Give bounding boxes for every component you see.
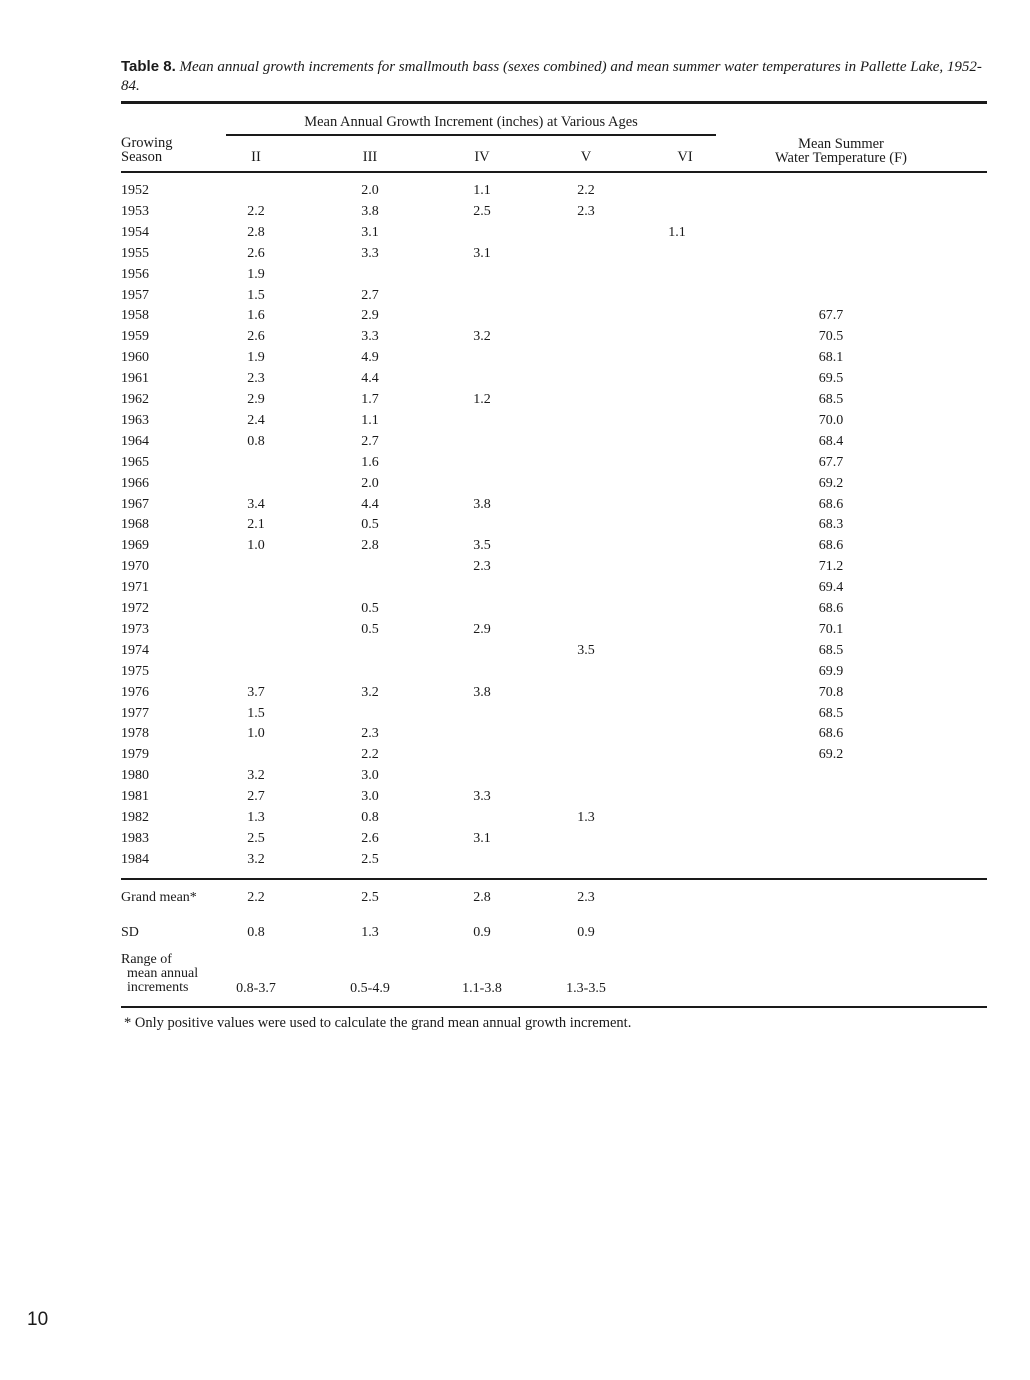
season-cell: 1977 [121, 705, 149, 721]
season-cell: 1969 [121, 538, 149, 554]
season-cell: 1952 [121, 183, 149, 198]
header-temp-line2: Water Temperature (F) [774, 150, 907, 166]
season-cell: 1974 [121, 642, 149, 658]
temperature-cell: 70.8 [818, 684, 844, 700]
temperature-cell: 68.3 [818, 517, 844, 533]
increment-cell-III: 3.0 [361, 768, 379, 784]
temperature-cell: 68.5 [818, 705, 844, 721]
increment-cell-II: 3.7 [247, 684, 265, 700]
sd-label: SD [121, 925, 139, 940]
increment-cell-II: 1.9 [247, 350, 265, 366]
season-cell: 1953 [121, 203, 149, 219]
header-rule [121, 171, 987, 173]
season-cell: 1954 [121, 224, 149, 240]
header-age-III: III [362, 149, 378, 165]
range-II: 0.8-3.7 [236, 981, 276, 996]
temperature-cell: 67.7 [818, 308, 844, 324]
temperature-cell: 70.5 [818, 329, 844, 345]
grand-mean-label: Grand mean* [121, 890, 197, 905]
table-title: Mean annual growth increments for smallmouth bass (sexes combined) and mean summer water temperatures in Pallette Lake, 1952-84. [121, 59, 982, 94]
column-spanner-header: Mean Annual Growth Increment (inches) at Various Ages [304, 114, 638, 130]
increment-cell-III: 4.9 [361, 350, 379, 366]
season-cell: 1981 [121, 789, 149, 805]
temperature-cell: 68.5 [818, 392, 844, 407]
increment-cell-III: 0.5 [361, 601, 379, 616]
increment-cell-II: 1.9 [247, 266, 265, 282]
range-label-line3: increments [127, 980, 189, 995]
range-V: 1.3-3.5 [566, 981, 606, 996]
season-cell: 1963 [121, 412, 149, 428]
increment-cell-IV: 1.2 [473, 392, 491, 407]
temperature-cell: 69.4 [818, 580, 844, 596]
increment-cell-V: 3.5 [577, 642, 595, 658]
increment-cell-IV: 3.1 [473, 245, 491, 261]
increment-cell-IV: 2.9 [473, 621, 491, 637]
increment-cell-III: 2.9 [361, 308, 379, 324]
header-season-line2: Season [121, 149, 163, 165]
sd-III: 1.3 [361, 925, 379, 940]
increment-cell-VI: 1.1 [668, 224, 686, 240]
increment-cell-II: 2.4 [247, 412, 265, 428]
season-cell: 1973 [121, 621, 149, 637]
increment-cell-V: 2.2 [577, 183, 595, 198]
header-age-V: V [580, 149, 592, 165]
season-cell: 1966 [121, 475, 149, 491]
temperature-cell: 68.6 [818, 601, 844, 616]
increment-cell-III: 2.7 [361, 433, 379, 449]
range-label-line1: Range of [121, 952, 172, 967]
season-cell: 1959 [121, 329, 149, 345]
increment-cell-III: 2.2 [361, 747, 379, 763]
increment-cell-III: 3.3 [361, 329, 379, 345]
increment-cell-IV: 3.3 [473, 789, 491, 805]
range-III: 0.5-4.9 [350, 981, 390, 996]
sd-IV: 0.9 [473, 925, 491, 940]
increment-cell-II: 3.2 [247, 768, 265, 784]
increment-cell-III: 3.0 [361, 789, 379, 805]
increment-cell-II: 1.3 [247, 810, 265, 825]
increment-cell-V: 2.3 [577, 203, 595, 219]
increment-cell-II: 2.9 [247, 392, 265, 407]
increment-cell-IV: 3.8 [473, 684, 491, 700]
season-cell: 1979 [121, 747, 149, 763]
grand-mean-III: 2.5 [361, 890, 379, 905]
season-cell: 1982 [121, 810, 149, 825]
temperature-cell: 68.6 [818, 496, 844, 512]
season-cell: 1967 [121, 496, 149, 512]
header-age-VI: VI [677, 149, 693, 165]
temperature-cell: 68.6 [818, 538, 844, 554]
increment-cell-III: 4.4 [361, 371, 379, 387]
increment-cell-III: 0.5 [361, 517, 379, 533]
season-cell: 1955 [121, 245, 149, 261]
increment-cell-IV: 1.1 [473, 183, 491, 198]
increment-cell-IV: 3.5 [473, 538, 491, 554]
season-cell: 1976 [121, 684, 149, 700]
increment-cell-II: 1.6 [247, 308, 265, 324]
season-cell: 1984 [121, 851, 149, 867]
header-age-IV: IV [474, 149, 490, 165]
increment-cell-IV: 3.8 [473, 496, 491, 512]
page-number: 10 [27, 1309, 49, 1330]
increment-cell-IV: 2.5 [473, 203, 491, 219]
increment-cell-II: 1.5 [247, 287, 265, 303]
increment-cell-V: 1.3 [577, 810, 595, 825]
season-cell: 1957 [121, 287, 149, 303]
increment-cell-III: 3.2 [361, 684, 379, 700]
season-cell: 1980 [121, 768, 149, 784]
season-cell: 1970 [121, 559, 149, 575]
range-IV: 1.1-3.8 [462, 981, 502, 996]
season-cell: 1964 [121, 433, 149, 449]
increment-cell-III: 3.3 [361, 245, 379, 261]
header-temp-line1: Mean Summer [798, 136, 884, 152]
increment-cell-II: 1.0 [247, 538, 265, 554]
season-cell: 1958 [121, 308, 149, 324]
table-caption [121, 57, 991, 96]
increment-cell-III: 2.0 [361, 183, 379, 198]
summary-rule [121, 878, 987, 880]
sd-V: 0.9 [577, 925, 595, 940]
increment-cell-III: 2.8 [361, 538, 379, 554]
increment-cell-III: 2.0 [361, 475, 379, 491]
temperature-cell: 68.5 [818, 642, 844, 658]
bottom-rule [121, 1006, 987, 1008]
increment-cell-III: 2.3 [361, 726, 379, 742]
increment-cell-IV: 3.2 [473, 329, 491, 345]
increment-cell-III: 1.7 [361, 392, 379, 407]
increment-cell-II: 1.5 [247, 705, 265, 721]
increment-cell-III: 1.1 [361, 412, 379, 428]
temperature-cell: 67.7 [818, 454, 844, 470]
top-rule [121, 101, 987, 104]
increment-cell-II: 2.6 [247, 329, 265, 345]
increment-cell-II: 2.8 [247, 224, 265, 240]
season-cell: 1961 [121, 371, 149, 387]
sd-II: 0.8 [247, 925, 265, 940]
grand-mean-II: 2.2 [247, 890, 265, 905]
temperature-cell: 68.4 [818, 433, 844, 449]
footnote: * Only positive values were used to calculate the grand mean annual growth increment. [124, 1015, 632, 1031]
temperature-cell: 68.1 [818, 350, 844, 366]
increment-cell-II: 2.1 [247, 517, 265, 533]
increment-cell-III: 2.6 [361, 830, 379, 846]
table-label: Table 8. [121, 58, 176, 75]
season-cell: 1956 [121, 266, 149, 282]
temperature-cell: 70.0 [818, 412, 844, 428]
temperature-cell: 69.2 [818, 747, 844, 763]
increment-cell-II: 0.8 [247, 433, 265, 449]
increment-cell-IV: 2.3 [473, 559, 491, 575]
temperature-cell: 69.5 [818, 371, 844, 387]
grand-mean-IV: 2.8 [473, 890, 491, 905]
season-cell: 1968 [121, 517, 149, 533]
increment-cell-II: 3.4 [247, 496, 265, 512]
increment-cell-II: 2.6 [247, 245, 265, 261]
season-cell: 1983 [121, 830, 149, 846]
season-cell: 1962 [121, 392, 149, 407]
temperature-cell: 69.2 [818, 475, 844, 491]
increment-cell-III: 3.1 [361, 224, 379, 240]
increment-cell-III: 2.7 [361, 287, 379, 303]
temperature-cell: 71.2 [818, 559, 844, 575]
season-cell: 1975 [121, 663, 149, 679]
season-cell: 1965 [121, 454, 149, 470]
increment-cell-II: 2.2 [247, 203, 265, 219]
temperature-cell: 68.6 [818, 726, 844, 742]
header-age-II: II [251, 149, 261, 165]
increment-cell-III: 4.4 [361, 496, 379, 512]
temperature-cell: 69.9 [818, 663, 844, 679]
increment-cell-IV: 3.1 [473, 830, 491, 846]
season-cell: 1972 [121, 601, 149, 616]
range-label-line2: mean annual [127, 966, 199, 981]
season-cell: 1971 [121, 580, 149, 596]
increment-cell-III: 1.6 [361, 454, 379, 470]
increment-cell-II: 3.2 [247, 851, 265, 867]
spanner-rule [226, 134, 716, 136]
increment-cell-III: 0.8 [361, 810, 379, 825]
increment-cell-II: 2.5 [247, 830, 265, 846]
increment-cell-III: 3.8 [361, 203, 379, 219]
increment-cell-II: 2.7 [247, 789, 265, 805]
season-cell: 1978 [121, 726, 149, 742]
header-season-line1: Growing [121, 135, 173, 151]
season-cell: 1960 [121, 350, 149, 366]
increment-cell-II: 1.0 [247, 726, 265, 742]
increment-cell-III: 2.5 [361, 851, 379, 867]
increment-cell-III: 0.5 [361, 621, 379, 637]
temperature-cell: 70.1 [818, 621, 844, 637]
grand-mean-V: 2.3 [577, 890, 595, 905]
increment-cell-II: 2.3 [247, 371, 265, 387]
